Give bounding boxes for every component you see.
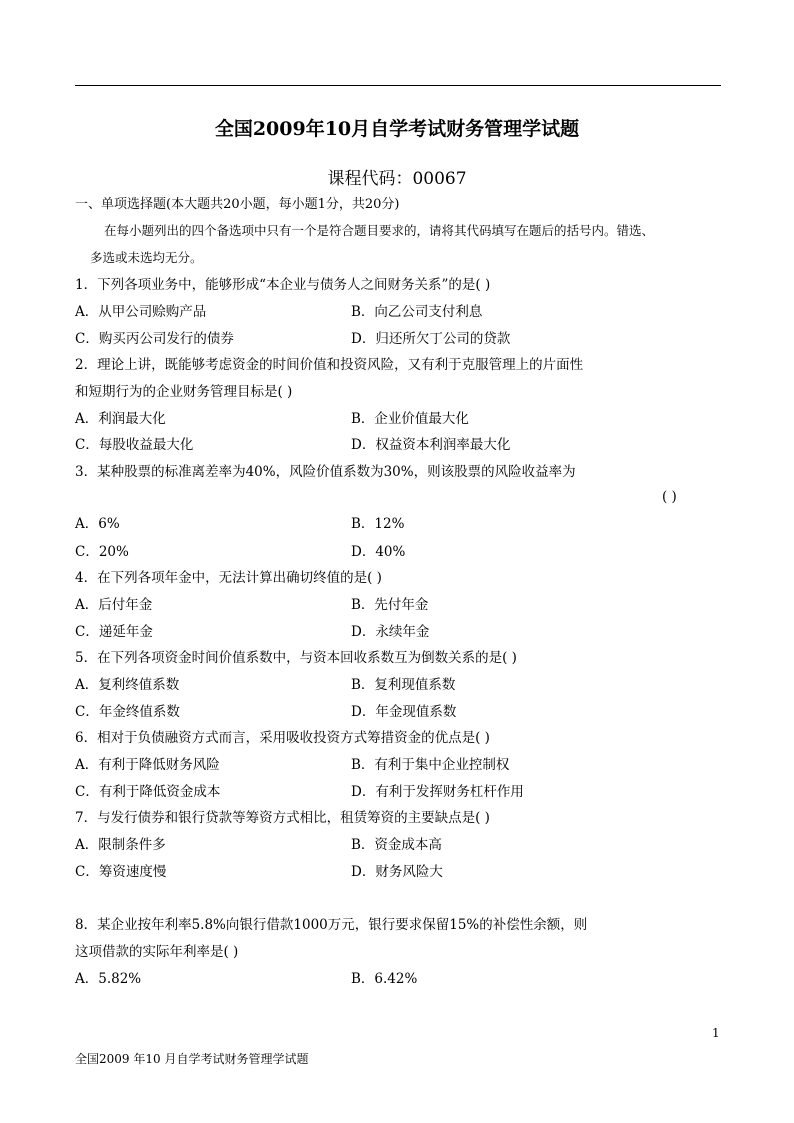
question-8-option-b: B．6.42% [351, 971, 418, 987]
question-6-option-b: B．有利于集中企业控制权 [351, 757, 510, 773]
question-7-stem: 7．与发行债券和银行贷款等筹资方式相比，租赁筹资的主要缺点是( ) [75, 810, 490, 826]
question-4-stem: 4．在下列各项年金中，无法计算出确切终值的是( ) [75, 570, 382, 586]
question-1-option-b: B．向乙公司支付利息 [351, 304, 483, 320]
question-7-option-b: B．资金成本高 [351, 837, 442, 853]
question-3-option-b: B．12% [351, 516, 405, 532]
question-6-stem: 6．相对于负债融资方式而言，采用吸收投资方式筹措资金的优点是( ) [75, 730, 490, 746]
question-1-option-d: D．归还所欠丁公司的贷款 [351, 331, 511, 347]
question-2-option-a: A．利润最大化 [75, 411, 166, 427]
question-3-option-d: D．40% [351, 544, 406, 560]
question-3-option-a: A．6% [75, 516, 120, 532]
question-7-option-d: D．财务风险大 [351, 864, 443, 880]
course-code: 课程代码：00067 [327, 169, 467, 189]
section-instruction-1: 在每小题列出的四个备选项中只有一个是符合题目要求的，请将其代码填写在题后的括号内。错选、 [104, 223, 655, 238]
question-2-stem-1: 2．理论上讲，既能够考虑资金的时间价值和投资风险，又有利于克服管理上的片面性 [75, 357, 584, 373]
question-6-option-a: A．有利于降低财务风险 [75, 757, 220, 773]
question-7-option-c: C．筹资速度慢 [75, 864, 167, 880]
question-3-option-c: C．20% [75, 544, 129, 560]
question-4-option-d: D．永续年金 [351, 624, 430, 640]
header-rule [75, 85, 721, 86]
question-8-option-a: A．5.82% [75, 971, 142, 987]
question-4-option-a: A．后付年金 [75, 597, 153, 613]
footer-running-title: 全国2009 年10 月自学考试财务管理学试题 [75, 1052, 309, 1066]
question-5-option-a: A．复利终值系数 [75, 677, 180, 693]
question-2-stem-2: 和短期行为的企业财务管理目标是( ) [75, 384, 293, 400]
question-8-stem-1: 8．某企业按年利率5.8%向银行借款1000万元，银行要求保留15%的补偿性余额，则 [75, 917, 588, 933]
question-3-answer-bracket: ( ) [662, 489, 677, 505]
question-2-option-d: D．权益资本利润率最大化 [351, 437, 511, 453]
question-6-option-d: D．有利于发挥财务杠杆作用 [351, 784, 524, 800]
question-6-option-c: C．有利于降低资金成本 [75, 784, 221, 800]
question-1-option-c: C．购买丙公司发行的债券 [75, 331, 234, 347]
exam-title: 全国2009年10月自学考试财务管理学试题 [214, 118, 580, 140]
question-4-option-c: C．递延年金 [75, 624, 153, 640]
question-5-stem: 5．在下列各项资金时间价值系数中，与资本回收系数互为倒数关系的是( ) [75, 650, 517, 666]
question-7-option-a: A．限制条件多 [75, 837, 166, 853]
page-number: 1 [712, 1026, 720, 1040]
question-8-stem-2: 这项借款的实际年利率是( ) [75, 944, 239, 960]
section-heading: 一、单项选择题(本大题共20小题，每小题1分，共20分) [75, 197, 400, 212]
section-instruction-2: 多选或未选均无分。 [90, 250, 203, 265]
question-5-option-b: B．复利现值系数 [351, 677, 456, 693]
question-5-option-c: C．年金终值系数 [75, 704, 180, 720]
question-4-option-b: B．先付年金 [351, 597, 429, 613]
question-2-option-c: C．每股收益最大化 [75, 437, 194, 453]
question-1-stem: 1．下列各项业务中，能够形成“本企业与债务人之间财务关系”的是( ) [75, 277, 491, 293]
question-2-option-b: B．企业价值最大化 [351, 411, 469, 427]
question-3-stem: 3．某种股票的标准离差率为40%，风险价值系数为30%，则该股票的风险收益率为 [75, 464, 576, 480]
question-1-option-a: A．从甲公司赊购产品 [75, 304, 207, 320]
question-5-option-d: D．年金现值系数 [351, 704, 457, 720]
